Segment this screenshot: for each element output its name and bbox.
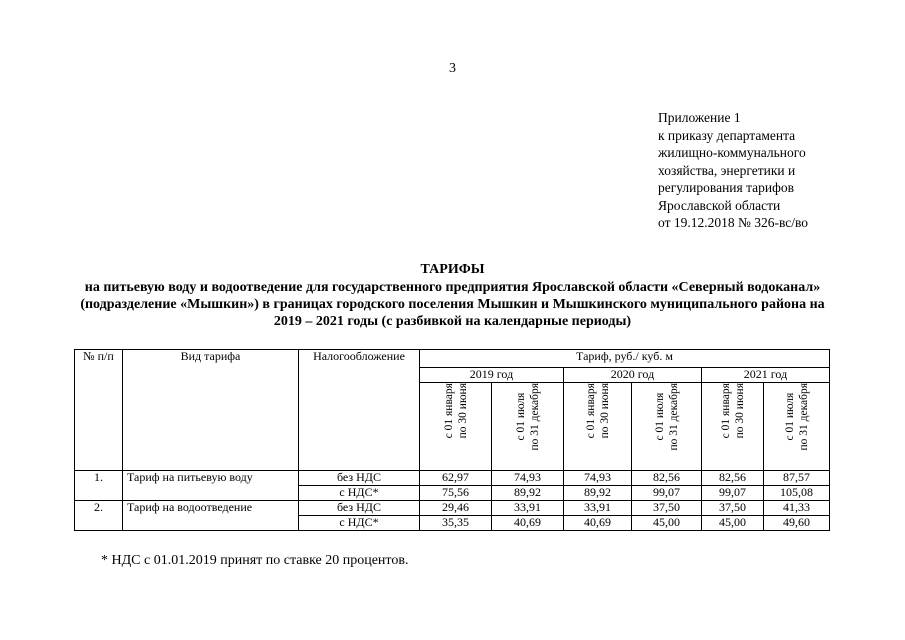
row-tariff-name: Тариф на питьевую воду [123, 471, 299, 501]
appendix-line: Ярославской области [658, 197, 781, 213]
appendix-line: жилищно-коммунального [658, 145, 806, 160]
row-value: 89,92 [564, 486, 632, 501]
row-value: 40,69 [564, 516, 632, 531]
row-value: 74,93 [492, 471, 564, 486]
appendix-line: к приказу департамента [658, 127, 796, 143]
appendix-line: Приложение 1 [658, 110, 741, 125]
header-period: с 01 июля по 31 декабря [632, 383, 702, 471]
row-value: 99,07 [702, 486, 764, 501]
row-value: 33,91 [564, 501, 632, 516]
row-value: 82,56 [702, 471, 764, 486]
header-period: с 01 января по 30 июня [564, 383, 632, 471]
header-period: с 01 июля по 31 декабря [492, 383, 564, 471]
footnote: * НДС с 01.01.2019 принят по ставке 20 процентов. [101, 553, 409, 568]
row-tax: с НДС* [299, 486, 420, 501]
document-subtitle: на питьевую воду и водоотведение для государственного предприятия Ярославской области «Северный водоканал» (подразделение «Мышкин») в границах городского поселения Мышкин и Мышкинского муниципального района на 2019 – 2021 годы (с разбивкой на календарные периоды) [80, 280, 825, 329]
table-row [75, 501, 830, 516]
tariff-table [74, 349, 830, 531]
document-title: ТАРИФЫ [420, 262, 485, 277]
header-tariff-unit: Тариф, руб./ куб. м [420, 350, 830, 368]
row-value: 35,35 [420, 516, 492, 531]
header-number: № п/п [83, 349, 114, 363]
header-year: 2020 год [564, 368, 702, 383]
row-number: 2. [75, 501, 123, 531]
header-period: с 01 июля по 31 декабря [764, 383, 830, 471]
appendix-line: регулирования тарифов [658, 180, 795, 195]
row-value: 41,33 [764, 501, 830, 516]
row-value: 37,50 [632, 501, 702, 516]
header-tariff-type: Вид тарифа [123, 350, 299, 471]
row-value: 75,56 [420, 486, 492, 501]
row-value: 49,60 [764, 516, 830, 531]
appendix-line: от 19.12.2018 № 326-вс/во [658, 215, 809, 230]
row-value: 89,92 [492, 486, 564, 501]
row-tariff-name: Тариф на водоотведение [123, 501, 299, 531]
row-value: 82,56 [632, 471, 702, 486]
row-value: 105,08 [764, 486, 830, 501]
row-number: 1. [75, 471, 123, 501]
row-value: 45,00 [632, 516, 702, 531]
row-value: 29,46 [420, 501, 492, 516]
row-tax: с НДС* [299, 516, 420, 531]
appendix-line: хозяйства, энергетики и [658, 162, 796, 178]
header-year: 2021 год [702, 368, 830, 383]
table-row [75, 471, 830, 486]
row-value: 33,91 [492, 501, 564, 516]
row-tax: без НДС [299, 471, 420, 486]
row-value: 74,93 [564, 471, 632, 486]
row-value: 40,69 [492, 516, 564, 531]
row-value: 99,07 [632, 486, 702, 501]
row-value: 62,97 [420, 471, 492, 486]
row-tax: без НДС [299, 501, 420, 516]
appendix-block [658, 109, 808, 232]
header-year: 2019 год [420, 368, 564, 383]
page-number: 3 [449, 61, 456, 76]
header-number-cell [75, 350, 123, 471]
header-period: с 01 января по 30 июня [702, 383, 764, 471]
header-taxation: Налогообложение [299, 350, 420, 471]
header-period: с 01 января по 30 июня [420, 383, 492, 471]
row-value: 45,00 [702, 516, 764, 531]
row-value: 87,57 [764, 471, 830, 486]
row-value: 37,50 [702, 501, 764, 516]
